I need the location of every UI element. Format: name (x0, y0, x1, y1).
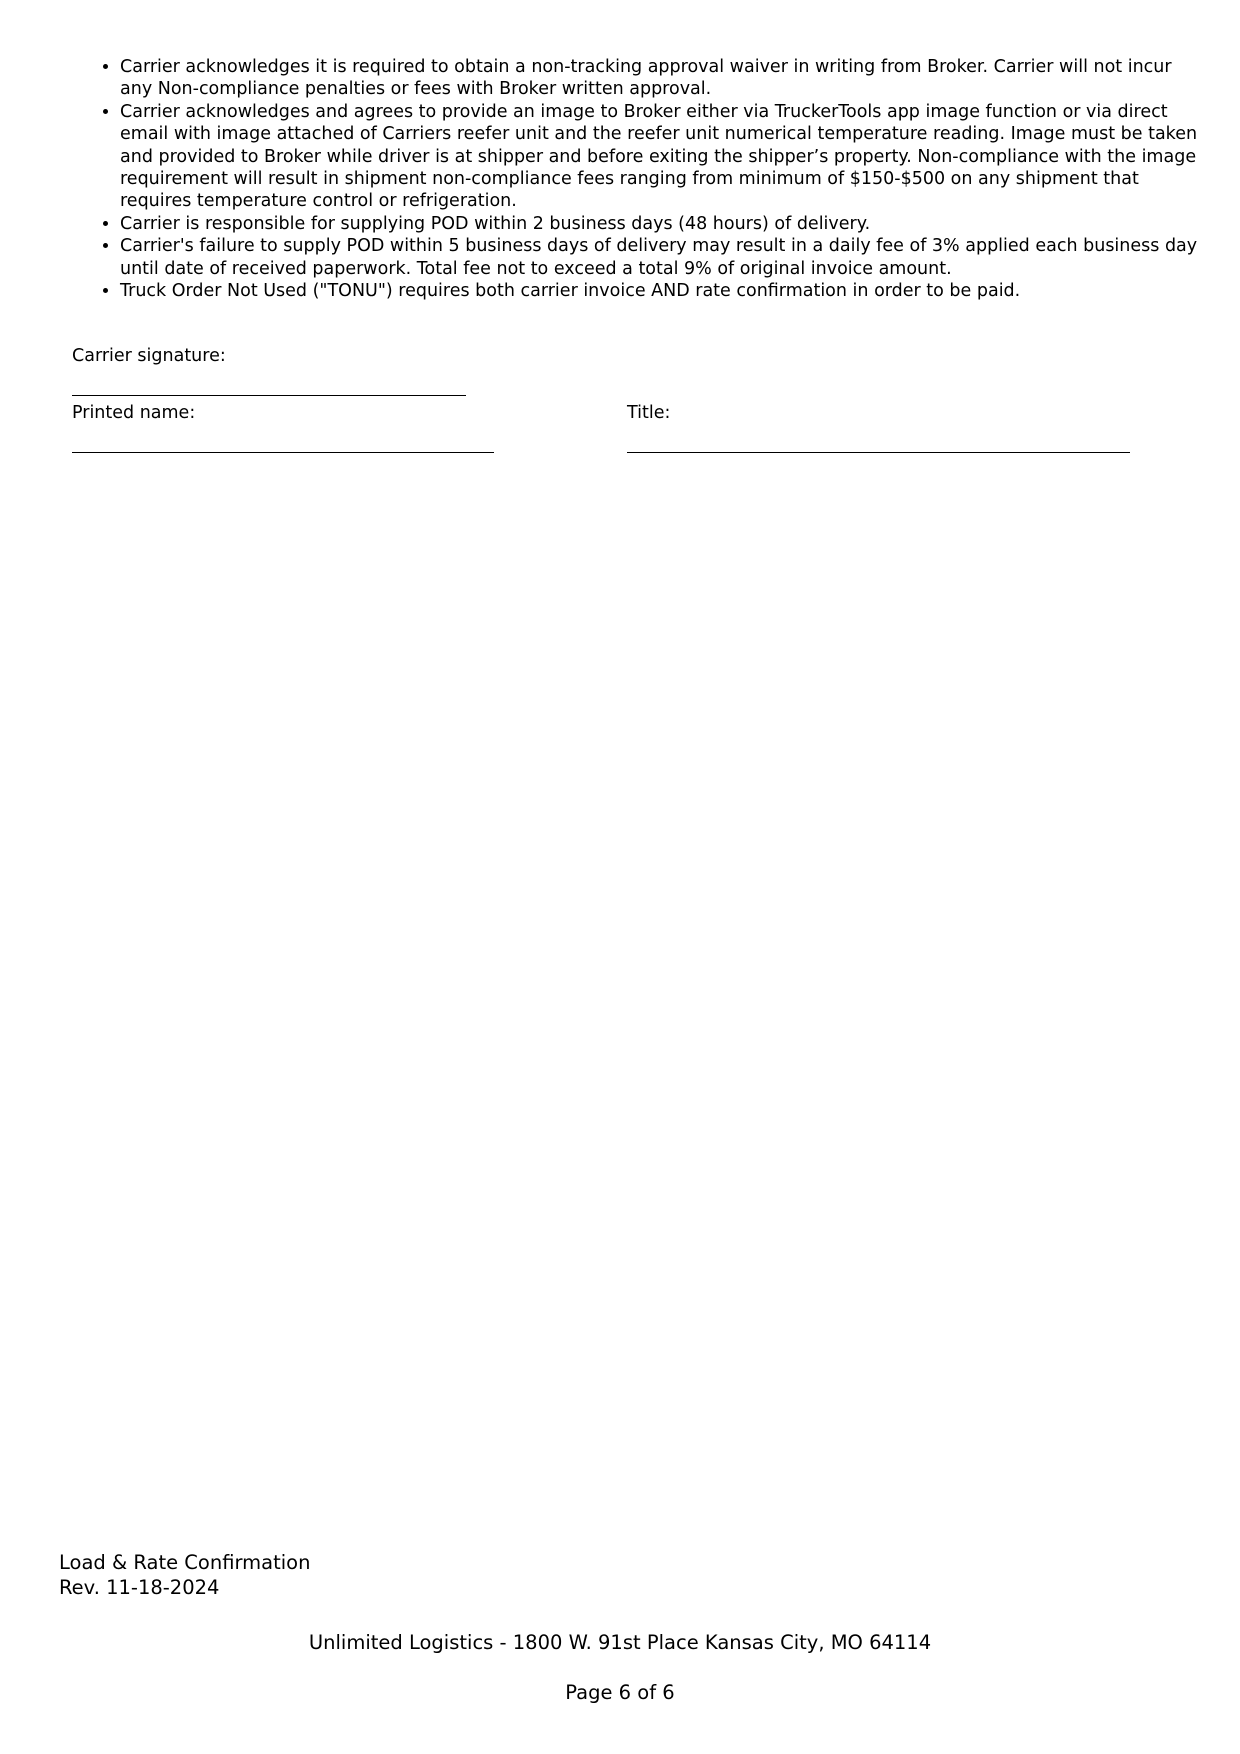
term-item-reefer-image: • Carrier acknowledges and agrees to provide an image to Broker either via TruckerTools app image function or via direct email with image attached of Carriers reefer unit and the reefer unit numerical temperature reading. Image must be taken and provided to Broker while driver is at shipper and before exiting the shipper’s property. Non-compliance with the image requirement will result in shipment non-compliance fees ranging from minimum of $150-$500 on any shipment that requires temperature control or refrigeration. (120, 101, 1200, 213)
terms-list (96, 56, 1200, 302)
printed-name-label: Printed name: (72, 403, 196, 423)
printed-name-line[interactable] (72, 452, 494, 453)
footer-doc-info (59, 1550, 310, 1600)
footer-company-address: Unlimited Logistics - 1800 W. 91st Place Kansas City, MO 64114 (308, 1631, 932, 1654)
title-label: Title: (627, 403, 671, 423)
footer-revision: Rev. 11-18-2024 (59, 1576, 220, 1599)
term-item-tonu: • Truck Order Not Used ("TONU") requires both carrier invoice AND rate confirmation in order to be paid. (120, 280, 1200, 302)
footer-page-number: Page 6 of 6 (565, 1681, 675, 1704)
title-line[interactable] (627, 452, 1130, 453)
carrier-signature-label: Carrier signature: (72, 346, 226, 366)
term-item-pod-late-fee: • Carrier's failure to supply POD within 5 business days of delivery may result in a daily fee of 3% applied each business day until date of received paperwork. Total fee not to exceed a total 9% of original invoice amount. (120, 235, 1200, 280)
carrier-signature-line[interactable] (72, 395, 466, 396)
term-item-pod-deadline: • Carrier is responsible for supplying POD within 2 business days (48 hours) of delivery. (120, 213, 1200, 235)
footer-doc-title: Load & Rate Confirmation (59, 1551, 311, 1574)
term-item-tracking-waiver: • Carrier acknowledges it is required to obtain a non-tracking approval waiver in writing from Broker. Carrier will not incur any Non-compliance penalties or fees with Broker written approval. (120, 56, 1200, 101)
